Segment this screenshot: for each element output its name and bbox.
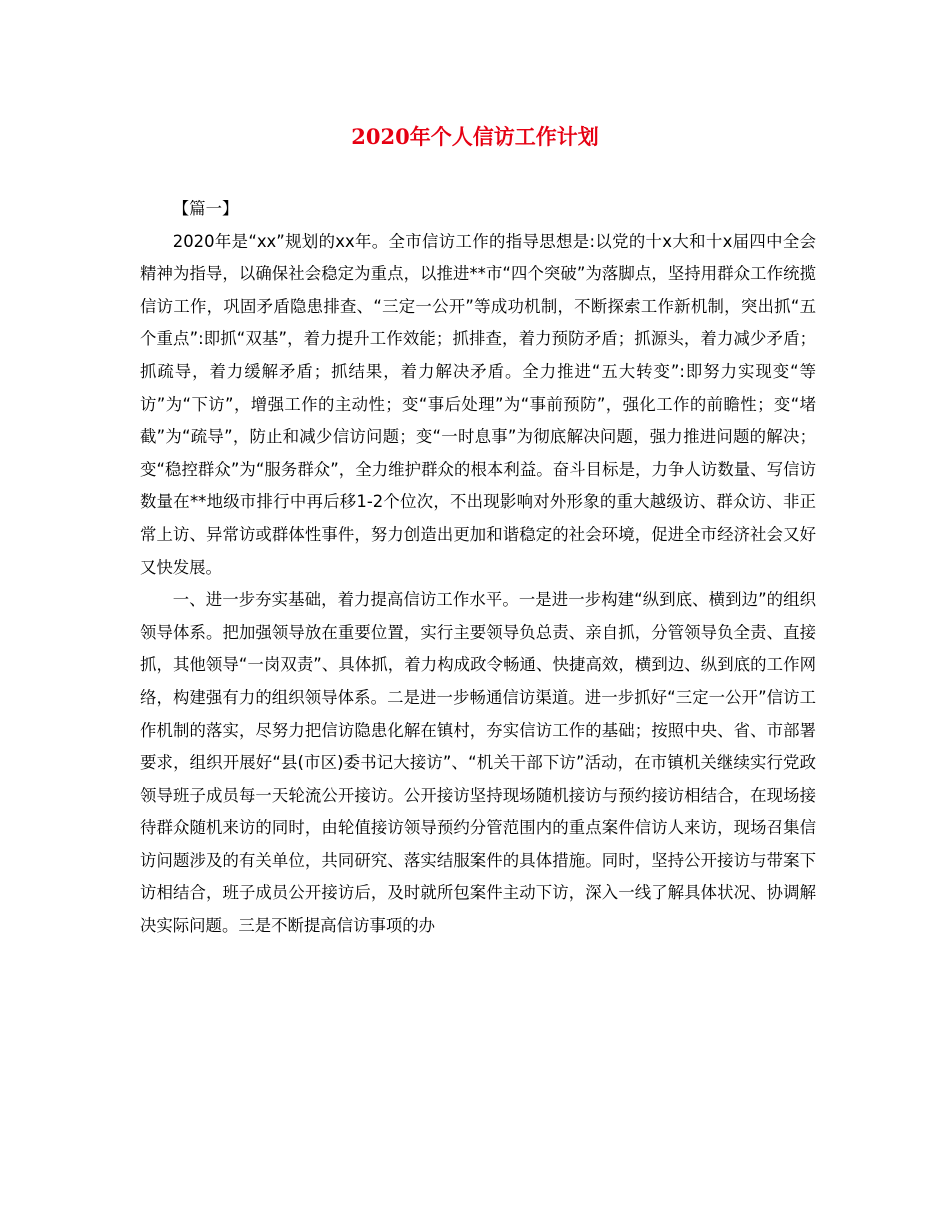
paragraph-guiding-ideology: 2020年是“xx”规划的xx年。全市信访工作的指导思想是:以党的十x大和十x届四中全会精神为指导，以确保社会稳定为重点，以推进**市“四个突破”为落脚点，坚持用群众工作统揽信访工作，巩固矛盾隐患排查、“三定一公开”等成功机制，不断探索工作新机制，突出抓“五个重点”:即抓“双基”，着力提升工作效能；抓排查，着力预防矛盾；抓源头，着力减少矛盾；抓疏导，着力缓解矛盾；抓结果，着力解决矛盾。全力推进“五大转变”:即努力实现变“等访”为“下访”，增强工作的主动性；变“事后处理”为“事前预防”，强化工作的前瞻性；变“堵截”为“疏导”，防止和减少信访问题；变“一时息事”为彻底解决问题，强力推进问题的解决；变“稳控群众”为“服务群众”，全力维护群众的根本利益。奋斗目标是，力争人访数量、写信访数量在**地级市排行中再后移1-2个位次，不出现影响对外形象的重大越级访、群众访、非正常上访、异常访或群体性事件，努力创造出更加和谐稳定的社会环境，促进全市经济社会又好又快发展。	[140, 231, 816, 577]
paragraph-strengthen-foundation: 一、进一步夯实基础，着力提高信访工作水平。一是进一步构建“纵到底、横到边”的组织领导体系。把加强领导放在重要位置，实行主要领导负总责、亲自抓，分管领导负全责、直接抓，其他领导“一岗双责”、具体抓，着力构成政令畅通、快捷高效，横到边、纵到底的工作网络，构建强有力的组织领导体系。二是进一步畅通信访渠道。进一步抓好“三定一公开”信访工作机制的落实，尽努力把信访隐患化解在镇村，夯实信访工作的基础；按照中央、省、市部署要求，组织开展好“县(市区)委书记大接访”、“机关干部下访”活动，在市镇机关继续实行党政领导班子成员每一天轮流公开接访。公开接访坚持现场随机接访与预约接访相结合，在现场接待群众随机来访的同时，由轮值接访领导预约分管范围内的重点案件信访人来访，现场召集信访问题涉及的有关单位，共同研究、落实结服案件的具体措施。同时，坚持公开接访与带案下访相结合，班子成员公开接访后，及时就所包案件主动下访，深入一线了解具体状况、协调解决实际问题。三是不断提高信访事项的办	[140, 590, 816, 936]
document-title: 2020年个人信访工作计划	[351, 124, 599, 149]
section-label: 【篇一】	[172, 199, 239, 218]
document-body	[140, 193, 816, 943]
